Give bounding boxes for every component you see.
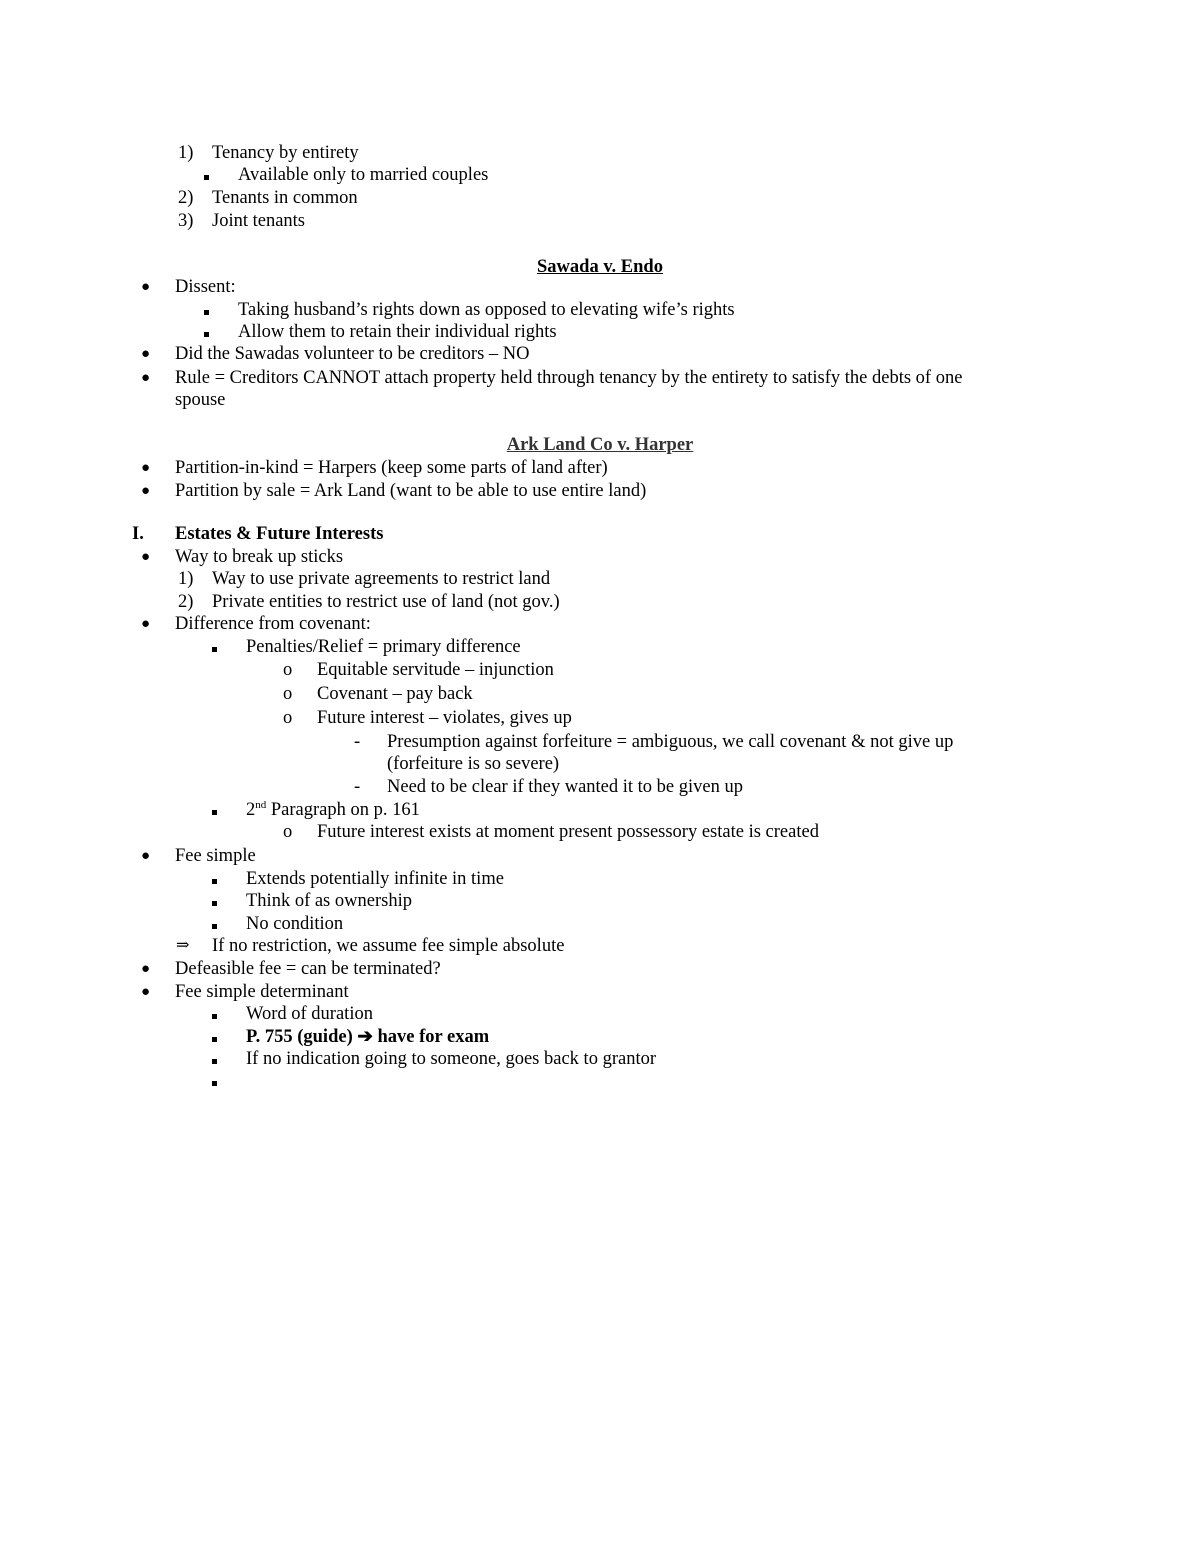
bullet-dot: ●	[141, 549, 151, 565]
list-item: Partition by sale = Ark Land (want to be able to use entire land)	[175, 481, 647, 501]
bullet-square	[204, 321, 209, 343]
list-item: Difference from covenant:	[175, 614, 371, 634]
list-number: 2)	[178, 592, 194, 612]
bullet-square	[212, 1048, 217, 1070]
right-arrow-icon: ➔	[357, 1027, 373, 1047]
bullet-o: o	[283, 708, 293, 728]
bullet-square	[212, 1070, 217, 1092]
list-item: Dissent:	[175, 277, 236, 297]
list-item: Equitable servitude – injunction	[317, 660, 554, 680]
list-number: 1)	[178, 143, 194, 163]
list-item-paragraph-ref	[246, 799, 420, 821]
list-item: Allow them to retain their individual rights	[238, 322, 557, 342]
list-item: Future interest exists at moment present possessory estate is created	[317, 822, 819, 842]
list-item: Covenant – pay back	[317, 684, 473, 704]
bullet-o: o	[283, 684, 293, 704]
bullet-dash: -	[354, 732, 361, 752]
list-item: Word of duration	[246, 1004, 373, 1024]
bullet-o: o	[283, 660, 293, 680]
bullet-square	[212, 1003, 217, 1025]
case-heading-ark-land: Ark Land Co v. Harper	[506, 435, 694, 455]
list-item: Need to be clear if they wanted it to be given up	[387, 777, 743, 797]
bullet-square	[212, 636, 217, 658]
bullet-square	[212, 868, 217, 890]
list-item: Tenancy by entirety	[212, 143, 359, 163]
list-item: If no restriction, we assume fee simple absolute	[212, 936, 565, 956]
para-ordinal: nd	[255, 798, 267, 811]
list-item: Joint tenants	[212, 211, 306, 231]
bullet-dot: ●	[141, 279, 151, 295]
bullet-square	[212, 913, 217, 935]
bullet-square	[212, 799, 217, 821]
bullet-square	[204, 299, 209, 321]
bullet-dot: ●	[141, 460, 151, 476]
list-item: Defeasible fee = can be terminated?	[175, 959, 441, 979]
para-number: 2	[246, 800, 256, 820]
bullet-dot: ●	[141, 984, 151, 1000]
list-number: 2)	[178, 188, 194, 208]
list-item: Presumption against forfeiture = ambiguous, we call covenant & not give up	[387, 732, 954, 752]
bullet-dot: ●	[141, 370, 151, 386]
bullet-square	[212, 1026, 217, 1048]
bullet-dot: ●	[141, 346, 151, 362]
bullet-dash: -	[354, 777, 361, 797]
para-text: Paragraph on p. 161	[266, 800, 420, 820]
list-item: Taking husband’s rights down as opposed to elevating wife’s rights	[238, 300, 735, 320]
exam-text: have for exam	[377, 1027, 490, 1047]
bullet-square	[212, 890, 217, 912]
list-item: Rule = Creditors CANNOT attach property held through tenancy by the entirety to satisfy the debts of one	[175, 368, 963, 388]
list-item: Fee simple determinant	[175, 982, 349, 1002]
list-item: Partition-in-kind = Harpers (keep some parts of land after)	[175, 458, 608, 478]
list-item: Did the Sawadas volunteer to be creditors – NO	[175, 344, 530, 364]
list-item-continuation: (forfeiture is so severe)	[387, 754, 560, 774]
list-item: Way to break up sticks	[175, 547, 344, 567]
bullet-dot: ●	[141, 483, 151, 499]
list-item: Available only to married couples	[238, 165, 489, 185]
case-heading-sawada: Sawada v. Endo	[537, 257, 663, 277]
section-numeral: I.	[132, 524, 144, 544]
list-item: Private entities to restrict use of land (not gov.)	[212, 592, 560, 612]
bullet-square	[204, 164, 209, 186]
list-item: Tenants in common	[212, 188, 358, 208]
section-heading: Estates & Future Interests	[175, 524, 384, 544]
bullet-dot: ●	[141, 616, 151, 632]
bullet-dot: ●	[141, 961, 151, 977]
bullet-o: o	[283, 822, 293, 842]
list-item: Fee simple	[175, 846, 256, 866]
list-item: Way to use private agreements to restrict land	[212, 569, 551, 589]
list-item: If no indication going to someone, goes back to grantor	[246, 1049, 656, 1069]
list-item: Extends potentially infinite in time	[246, 869, 504, 889]
list-item: No condition	[246, 914, 344, 934]
list-item-continuation: spouse	[175, 390, 226, 410]
bullet-dot: ●	[141, 848, 151, 864]
list-item: Penalties/Relief = primary difference	[246, 637, 521, 657]
exam-ref: P. 755 (guide)	[246, 1027, 353, 1047]
list-number: 3)	[178, 211, 194, 231]
arrow-bullet-icon: ⇒	[176, 937, 190, 954]
list-item: Future interest – violates, gives up	[317, 708, 572, 728]
list-item-exam-note	[246, 1026, 489, 1048]
list-number: 1)	[178, 569, 194, 589]
list-item: Think of as ownership	[246, 891, 412, 911]
